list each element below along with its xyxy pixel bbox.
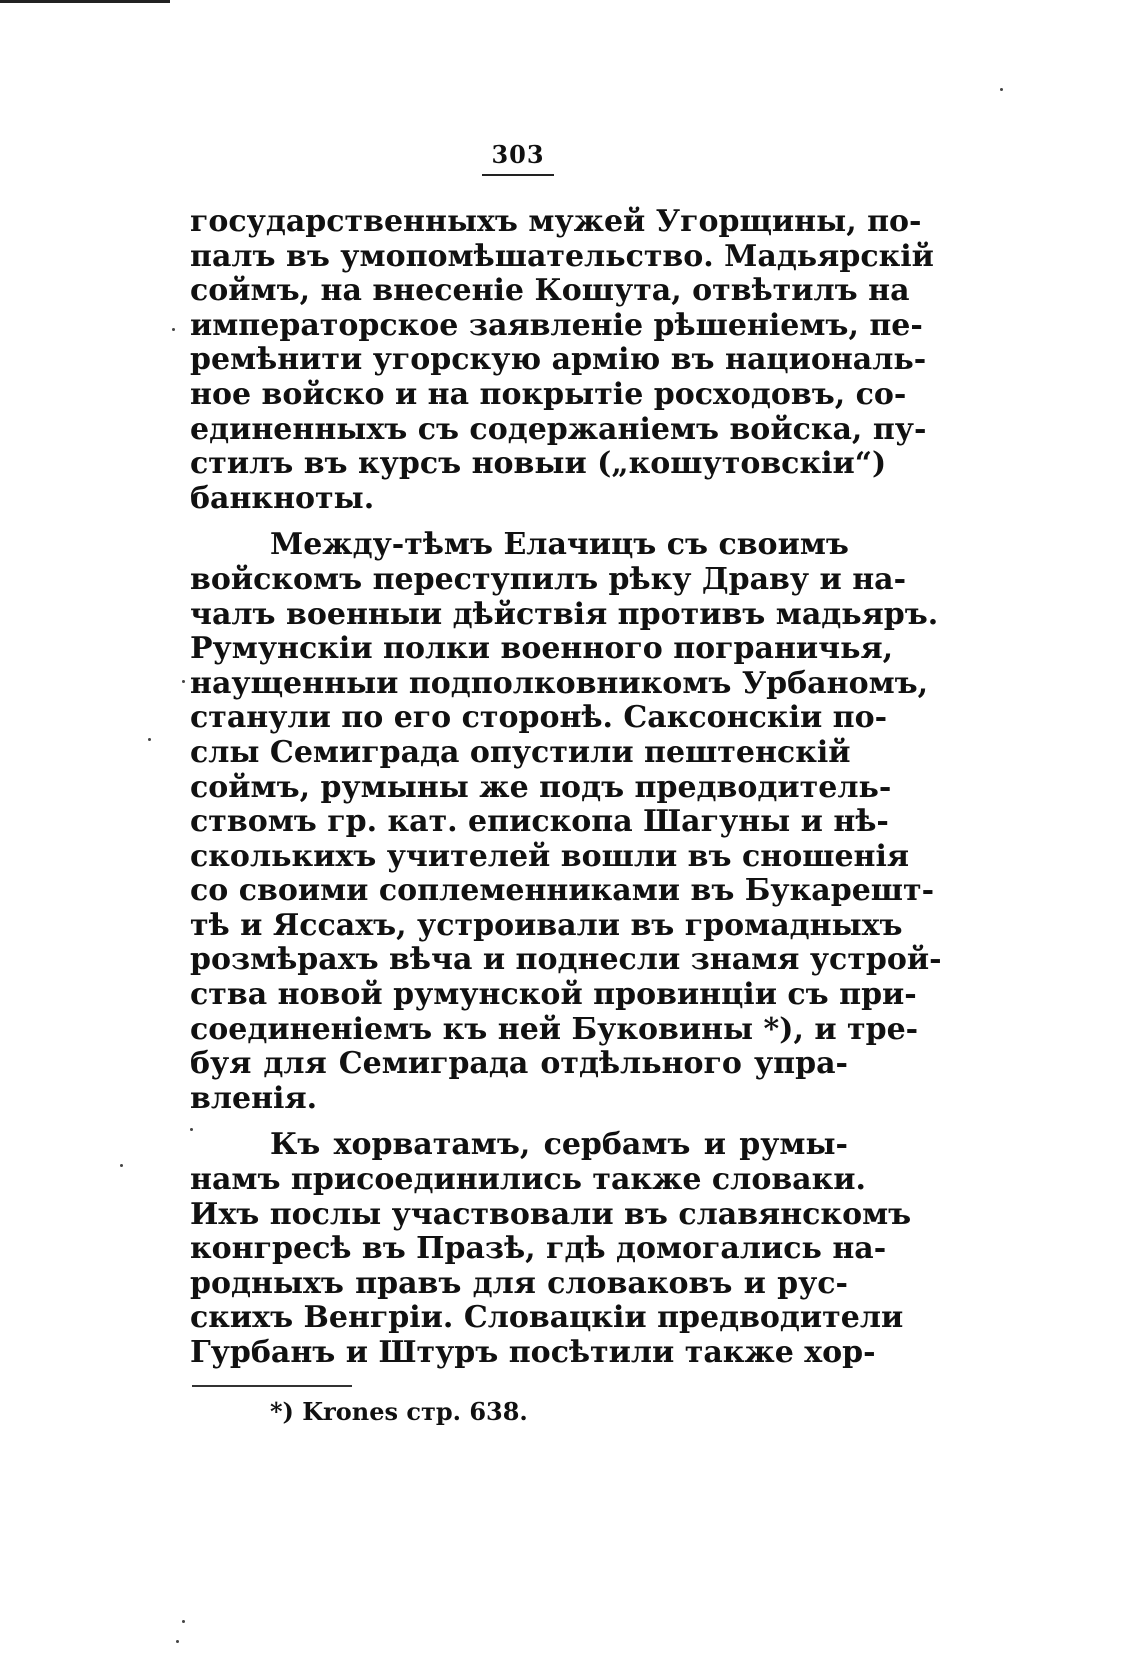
text-line: ствомъ гр. кат. епископа Шагуны и нѣ- (190, 804, 889, 840)
text-line: станули по его сторонѣ. Саксонскіи по- (190, 700, 888, 736)
text-line: стилъ въ курсъ новыи („кошутовскіи“) (190, 446, 887, 482)
text-line: государственныхъ мужей Угорщины, по- (190, 204, 922, 239)
scan-speck (148, 738, 151, 741)
scan-speck (176, 1640, 179, 1643)
text-line: чалъ военныи дѣйствія противъ мадьяръ. (190, 596, 939, 632)
text-line: ства новой румунской провинціи съ при- (190, 977, 917, 1013)
text-line: соймъ, румыны же подъ предводитель- (190, 769, 892, 805)
text-line: намъ присоединились также словаки. (190, 1162, 866, 1198)
footnote: *) Krones стр. 638. (270, 1397, 528, 1426)
page-number-rule (482, 174, 554, 176)
body-text (190, 204, 942, 1371)
scan-speck (1000, 88, 1003, 91)
text-line: палъ въ умопомѣшательство. Мадьярскій (190, 238, 934, 274)
scan-speck (190, 1128, 193, 1131)
paragraph (190, 204, 934, 516)
text-line: Къ хорватамъ, сербамъ и румы- (270, 1127, 848, 1163)
paragraph (190, 527, 942, 1116)
text-line: соймъ, на внесеніе Кошута, отвѣтилъ на (190, 273, 910, 309)
text-line: розмѣрахъ вѣча и поднесли знамя устрой- (190, 942, 942, 978)
scan-speck (120, 1164, 123, 1167)
text-line: банкноты. (190, 480, 375, 516)
text-line: буя для Семиграда отдѣльного упра- (190, 1046, 848, 1082)
text-line: ремѣнити угорскую армію въ националь- (190, 342, 927, 378)
page-number: 303 (491, 140, 545, 169)
text-line: скихъ Венгріи. Словацкіи предводители (190, 1300, 904, 1336)
text-line: сколькихъ учителей вошли въ сношенія (190, 838, 910, 874)
text-line: единенныхъ съ содержаніемъ войска, пу- (190, 411, 927, 447)
text-line: Между-тѣмъ Елачицъ съ своимъ (270, 527, 849, 563)
text-line: родныхъ правъ для словаковъ и рус- (190, 1265, 848, 1301)
paragraph (190, 1127, 912, 1370)
text-line: тѣ и Яссахъ, устроивали въ громадныхъ (190, 907, 903, 943)
text-line: императорское заявленіе рѣшеніемъ, пе- (190, 307, 923, 343)
scan-speck (182, 680, 185, 683)
text-line: соединеніемъ къ ней Буковины *), и тре- (190, 1011, 919, 1047)
text-line: Гурбанъ и Штуръ посѣтили также хор- (190, 1335, 876, 1370)
top-edge-line (0, 0, 170, 3)
text-line: ное войско и на покрытіе росходовъ, со- (190, 376, 907, 412)
text-line: войскомъ переступилъ рѣку Драву и на- (190, 561, 907, 597)
footnote-rule (192, 1385, 352, 1387)
text-line: наущенныи подполковникомъ Урбаномъ, (190, 665, 929, 701)
text-line: конгресѣ въ Празѣ, гдѣ домогались на- (190, 1231, 887, 1267)
text-line: слы Семиграда опустили пештенскій (190, 734, 851, 770)
text-line: Румунскіи полки военного пограничья, (190, 631, 894, 667)
scan-speck (182, 1620, 185, 1623)
text-line: со своими соплеменниками въ Букарешт- (190, 873, 935, 909)
text-line: Ихъ послы участвовали въ славянскомъ (190, 1196, 912, 1232)
scan-speck (172, 328, 175, 331)
text-line: вленія. (190, 1080, 318, 1116)
